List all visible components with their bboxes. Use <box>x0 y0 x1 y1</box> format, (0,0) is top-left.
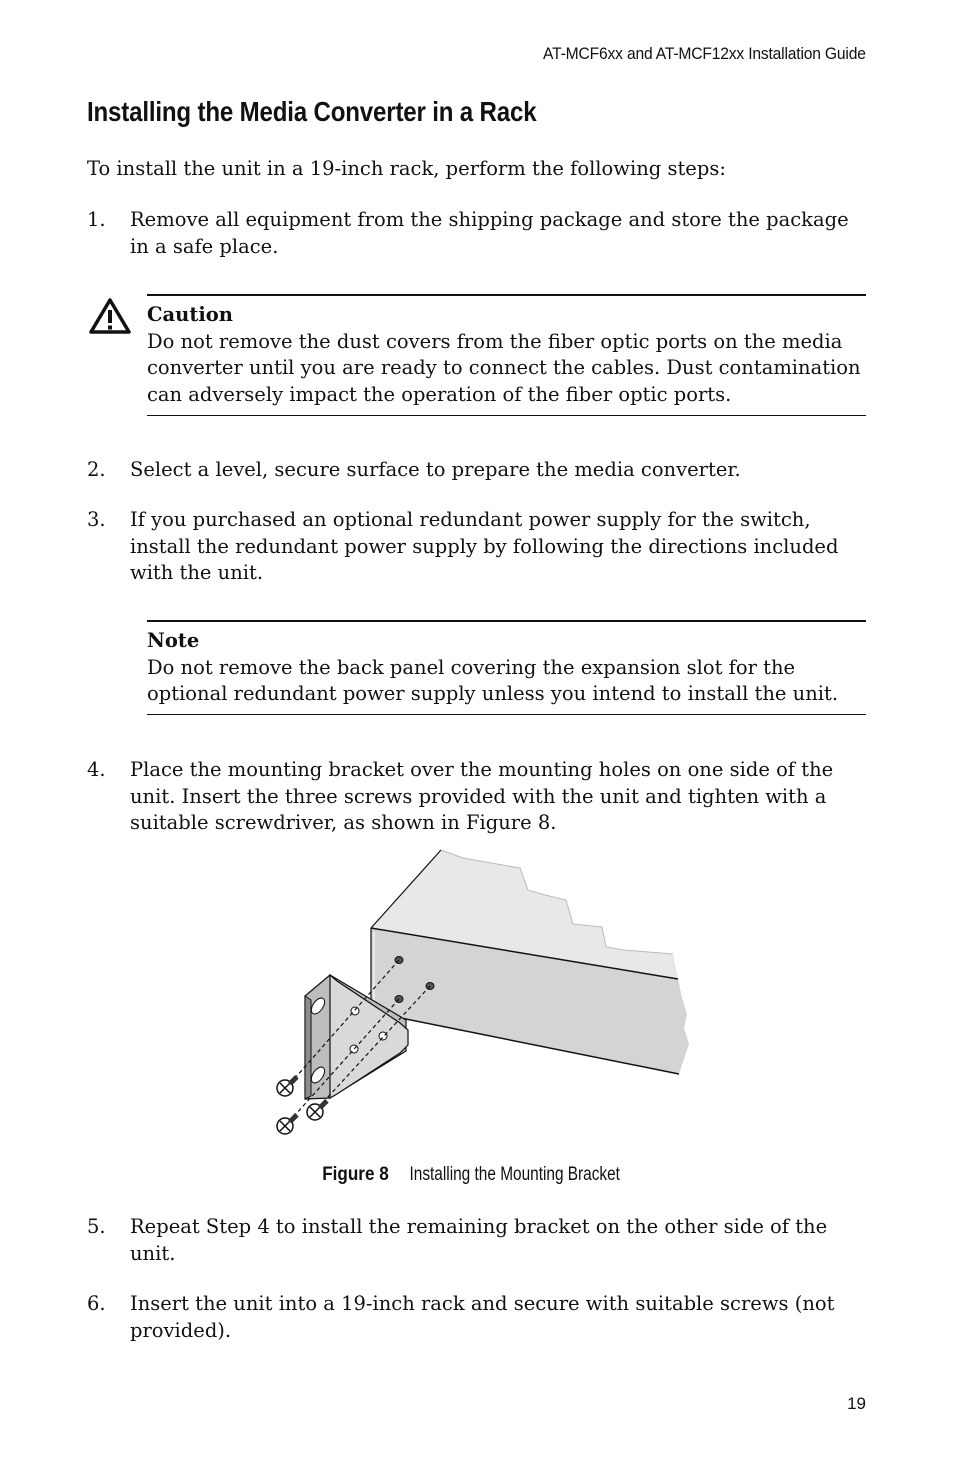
running-header: AT-MCF6xx and AT-MCF12xx Installation Guide <box>543 44 866 63</box>
caution-box <box>147 294 866 416</box>
caution-text: Do not remove the dust covers from the fiber optic ports on the media converter until you are ready to connect the cables. Dust contamination can adversely impact the operation of the fiber optic ports. <box>147 329 861 407</box>
step-number: 1. <box>87 208 106 231</box>
screw-icon <box>277 1075 299 1096</box>
screw-icon <box>277 1113 299 1134</box>
figure-label: Figure 8 <box>322 1164 389 1185</box>
page-number: 19 <box>847 1394 866 1413</box>
note-box <box>147 620 866 715</box>
step-number: 5. <box>87 1215 106 1238</box>
step-5 <box>87 1214 867 1267</box>
step-number: 2. <box>87 458 106 481</box>
screw-icon <box>307 1099 329 1120</box>
step-text: Repeat Step 4 to install the remaining bracket on the other side of the unit. <box>130 1215 828 1265</box>
step-text: Insert the unit into a 19-inch rack and secure with suitable screws (not provided). <box>130 1292 835 1342</box>
section-title: Installing the Media Converter in a Rack <box>87 96 537 127</box>
step-text: If you purchased an optional redundant power supply for the switch, install the redundant power supply by following the directions included with the unit. <box>130 508 839 585</box>
step-number: 4. <box>87 758 106 781</box>
step-number: 3. <box>87 508 106 531</box>
mounting-bracket-illustration <box>270 848 700 1140</box>
intro-paragraph: To install the unit in a 19-inch rack, perform the following steps: <box>87 157 726 180</box>
step-text: Select a level, secure surface to prepare the media converter. <box>130 458 741 481</box>
figure-caption-text: Installing the Mounting Bracket <box>409 1164 621 1185</box>
step-6 <box>87 1291 867 1344</box>
note-text: Do not remove the back panel covering the expansion slot for the optional redundant power supply unless you intend to install the unit. <box>147 655 839 706</box>
step-4 <box>87 757 867 837</box>
step-1 <box>87 207 867 260</box>
caution-title: Caution <box>147 303 233 326</box>
step-number: 6. <box>87 1292 106 1315</box>
step-text: Remove all equipment from the shipping package and store the package in a safe place. <box>130 208 849 258</box>
warning-triangle-icon <box>89 298 131 334</box>
step-3 <box>87 507 867 587</box>
note-title: Note <box>147 629 200 652</box>
figure-caption <box>0 1164 954 1186</box>
step-text: Place the mounting bracket over the mounting holes on one side of the unit. Insert the three screws provided with the unit and tighten with a suitable screwdriver, as shown in Figure 8. <box>130 758 834 835</box>
step-2 <box>87 457 867 484</box>
